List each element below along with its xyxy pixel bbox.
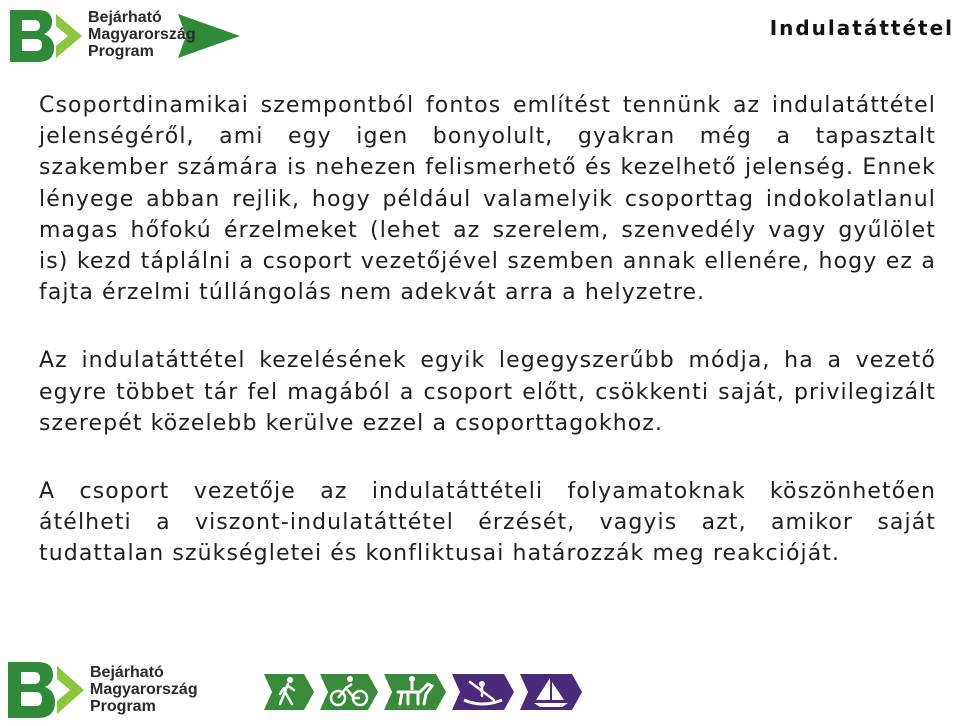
document-body xyxy=(39,90,936,607)
footer-logo xyxy=(6,656,606,722)
sailing-icon xyxy=(520,674,582,710)
hiking-icon xyxy=(264,674,314,710)
brand-logo-text: Bejárható Magyarország Program xyxy=(88,9,196,60)
footer-logo-mark-icon xyxy=(6,656,96,722)
paragraph-1: Csoportdinamikai szempontból fontos említést tennünk az indulatáttétel jelenségéről, ami egy igen bonyolult, gyakran még a tapasztalt szakember számára is nehezen felismerhető és kezelhető jelenség. Ennek lényege abban rejlik, hogy például valamelyik csoporttag indokolatlanul magas hőfokú érzelmeket (lehet az szerelem, szenvedély vagy gyűlölet is) kezd táplálni a csoport vezetőjével szemben annak ellenére, hogy ez a fajta érzelmi túllángolás nem adekvát arra a helyzetre. xyxy=(39,93,936,306)
paragraph-2: Az indulatáttétel kezelésének egyik legegyszerűbb módja, ha a vezető egyre többet tár fel magából a csoport előtt, csökkenti saját, privilegizált szerepét közelebb kerülve ezzel a csoporttagokhoz. xyxy=(39,348,936,436)
cycling-icon xyxy=(320,674,378,710)
activity-icons xyxy=(264,670,604,718)
kayaking-icon xyxy=(452,674,514,710)
footer-logo-text: Bejárható Magyarország Program xyxy=(90,664,198,715)
horse-riding-icon xyxy=(384,674,446,710)
page-title: Indulatáttétel xyxy=(769,16,954,40)
brand-logo xyxy=(8,6,248,64)
paragraph-3: A csoport vezetője az indulatáttételi folyamatoknak köszönhetően átélheti a viszont-indulatáttétel érzését, vagyis azt, amikor saját tudattalan szükségletei és konfliktusai határozzák meg reakcióját. xyxy=(39,479,936,567)
